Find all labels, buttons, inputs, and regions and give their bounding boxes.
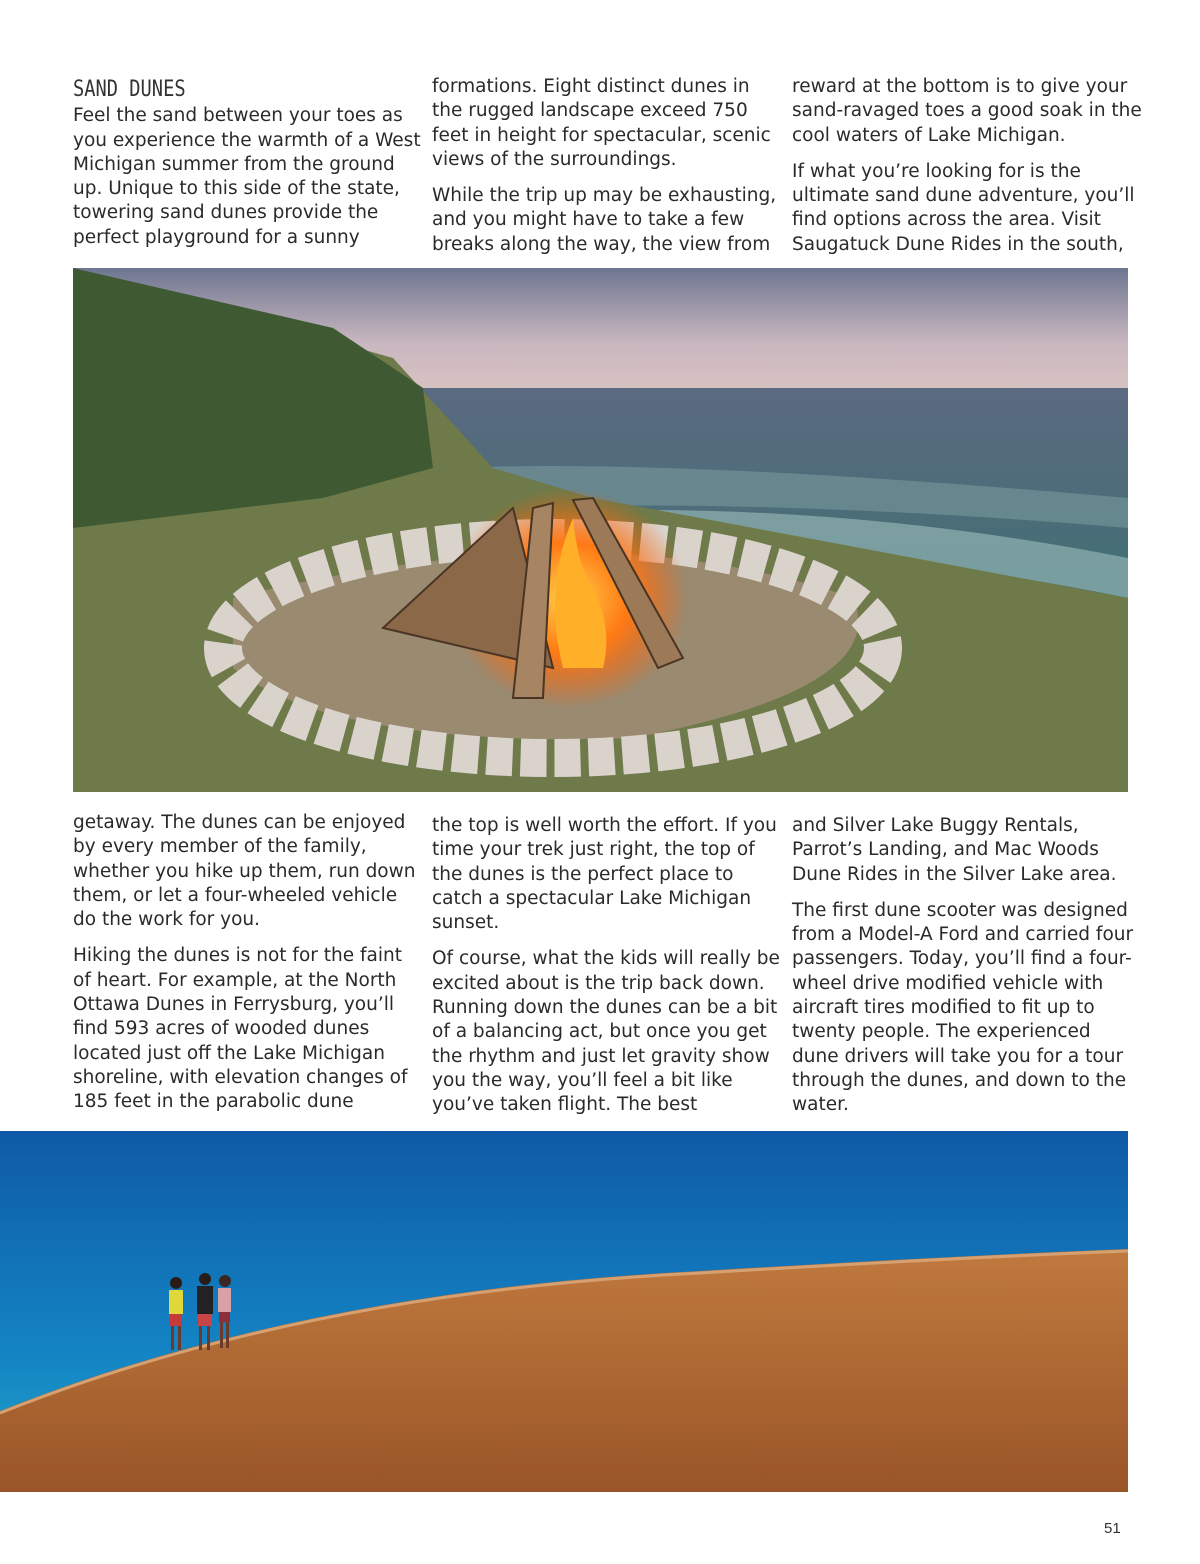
- column-1-bottom: [73, 811, 423, 1127]
- paragraph: While the trip up may be exhausting, and you might have to take a few breaks along the way, the view from: [432, 185, 777, 255]
- paragraph: Hiking the dunes is not for the faint of heart. For example, at the North Ottawa Dunes in Ferrysburg, you’ll find 593 acres of wooded dunes located just off the Lake Michigan shoreline, with elevation changes of 185 feet in the parabolic dune: [73, 945, 408, 1113]
- paragraph: Feel the sand between your toes as you experience the warmth of a West Michigan summer from the ground up. Unique to this side of the state, towering sand dunes provide the perfect playground for a sunny: [73, 105, 421, 248]
- paragraph: the top is well worth the effort. If you time your trek just right, the top of the dunes is the perfect place to catch a spectacular Lake Michigan sunset.: [432, 815, 777, 934]
- paragraph: and Silver Lake Buggy Rentals, Parrot’s Landing, and Mac Woods Dune Rides in the Silver Lake area.: [792, 815, 1117, 885]
- column-1-top: [73, 78, 423, 262]
- campfire-photo: [73, 268, 1128, 792]
- section-heading: SAND DUNES: [73, 77, 186, 102]
- column-3-top: [792, 75, 1142, 269]
- column-2-bottom: [432, 814, 782, 1130]
- paragraph: The first dune scooter was designed from a Model-A Ford and carried four passengers. Today, you’ll find a four-wheel drive modified vehicle with aircraft tires modified to fit up to twenty people. The experienced dune drivers will take you for a tour through the dunes, and down to the water.: [792, 899, 1134, 1116]
- dune-illustration: [0, 1131, 1128, 1492]
- paragraph: reward at the bottom is to give your sand-ravaged toes a good soak in the cool waters of Lake Michigan.: [792, 76, 1142, 146]
- campfire-illustration: [73, 268, 1128, 792]
- column-2-top: [432, 75, 782, 269]
- paragraph: Of course, what the kids will really be excited about is the trip back down. Running down the dunes can be a bit of a balancing act, but once you get the rhythm and just let gravity show you the way, you’ll feel a bit like you’ve taken flight. The best: [432, 948, 780, 1116]
- paragraph: If what you’re looking for is the ultimate sand dune adventure, you’ll find options across the area. Visit Saugatuck Dune Rides in the south,: [792, 160, 1135, 255]
- paragraph: formations. Eight distinct dunes in the rugged landscape exceed 750 feet in height for spectacular, scenic views of the surroundings.: [432, 76, 771, 170]
- dune-photo: [0, 1131, 1128, 1492]
- paragraph: getaway. The dunes can be enjoyed by every member of the family, whether you hike up them, run down them, or let a four-wheeled vehicle do the work for you.: [73, 812, 416, 931]
- column-3-bottom: [792, 814, 1142, 1130]
- page-number: 51: [1104, 1520, 1121, 1537]
